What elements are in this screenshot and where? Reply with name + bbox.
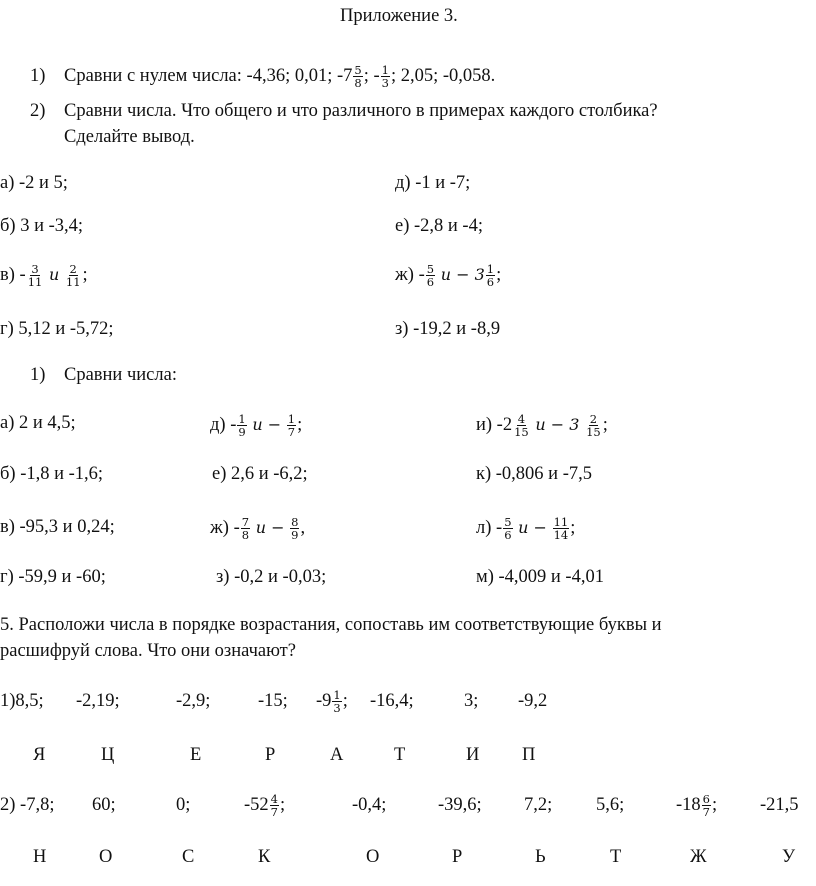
row1-number: 1)8,5; <box>0 691 44 711</box>
row2-letter: Р <box>452 847 463 867</box>
task2-item-e: е) -2,8 и -4; <box>395 216 483 236</box>
task1-separator: ; - <box>363 66 380 86</box>
fraction-numerator: 1 <box>486 262 495 277</box>
task2-item-g: г) 5,12 и -5,72; <box>0 319 114 339</box>
fraction-numerator: 2 <box>69 262 77 277</box>
page-title: Приложение 3. <box>340 6 458 26</box>
task2-item-b: б) 3 и -3,4; <box>0 216 84 236</box>
fraction-denominator: 6 <box>426 275 435 290</box>
fraction-denominator: 3 <box>381 76 389 91</box>
item-prefix: и) -2 <box>476 415 513 435</box>
fraction <box>486 263 495 288</box>
fraction-denominator: 14 <box>553 528 569 543</box>
row2-letter: К <box>258 847 271 867</box>
task2-item-v <box>0 260 88 290</box>
row2-number: -39,6; <box>438 795 482 815</box>
task2-number: 2) <box>30 101 46 121</box>
item-middle: и − 3 <box>440 265 485 284</box>
row2-letter: С <box>182 847 195 867</box>
fraction-numerator: 2 <box>589 412 598 427</box>
fraction <box>585 413 602 438</box>
fraction-numerator: 8 <box>291 515 299 530</box>
fraction-denominator: 7 <box>287 425 296 440</box>
row2-number: 0; <box>176 795 191 815</box>
fraction-numerator: 7 <box>241 515 250 530</box>
fraction <box>702 793 711 818</box>
fraction <box>270 793 279 818</box>
task2-item-z: з) -19,2 и -8,9 <box>395 319 501 339</box>
fraction-denominator: 7 <box>702 805 710 820</box>
item-prefix: л) - <box>476 518 503 538</box>
row1-number: 3; <box>464 691 479 711</box>
fraction-denominator: 8 <box>241 528 250 543</box>
task3-item-b: б) -1,8 и -1,6; <box>0 464 104 484</box>
fraction-denominator: 11 <box>27 275 43 290</box>
task1-fraction-1 <box>353 64 362 89</box>
item-prefix: ж) - <box>210 518 240 538</box>
task5-line-1: 5. Расположи числа в порядке возрастания, сопоставь им соответствующие буквы и <box>0 615 662 635</box>
row1-number: -16,4; <box>370 691 414 711</box>
fraction <box>287 413 296 438</box>
item-suffix: ; <box>570 518 576 538</box>
fraction-numerator: 5 <box>426 262 435 277</box>
mixed-whole: -18 <box>676 795 701 815</box>
item-prefix: д) - <box>210 415 237 435</box>
row1-number: -15; <box>258 691 288 711</box>
row2-letter: О <box>366 847 380 867</box>
fraction-denominator: 8 <box>354 76 362 91</box>
item-middle: и − <box>252 415 282 434</box>
row2-number: 7,2; <box>524 795 553 815</box>
fraction-numerator: 6 <box>702 792 710 807</box>
task1-text-a: Сравни с нулем числа: -4,36; 0,01; -7 <box>64 66 353 86</box>
fraction-numerator: 1 <box>333 688 341 703</box>
row1-number: -2,9; <box>176 691 211 711</box>
item-suffix: ; <box>297 415 303 435</box>
row2-letter: Ж <box>690 847 707 867</box>
item-middle: и − <box>518 518 547 537</box>
fraction <box>65 263 82 288</box>
task3-item-l <box>476 513 575 543</box>
task3-item-d <box>210 410 302 440</box>
item-middle: и <box>48 265 60 284</box>
fraction-numerator: 11 <box>553 515 569 530</box>
row1-number: -9,2 <box>518 691 548 711</box>
item-suffix: ; <box>712 795 718 815</box>
row1-letter: Т <box>394 745 406 765</box>
task3-item-v: в) -95,3 и 0,24; <box>0 517 115 537</box>
task3-item-e: е) 2,6 и -6,2; <box>212 464 308 484</box>
task2-item-zh <box>395 260 501 290</box>
row1-fraction-number <box>316 686 348 716</box>
fraction <box>553 516 570 541</box>
row1-letter: А <box>330 745 344 765</box>
fraction-denominator: 3 <box>333 701 341 716</box>
fraction-numerator: 3 <box>31 262 39 277</box>
task1-fraction-2 <box>381 64 390 89</box>
row2-number: 60; <box>92 795 116 815</box>
fraction-denominator: 6 <box>504 528 512 543</box>
fraction-denominator: 11 <box>65 275 81 290</box>
fraction <box>426 263 435 288</box>
row2-letter: Ь <box>535 847 546 867</box>
row2-fraction-number <box>244 790 285 820</box>
task3-item-i <box>476 410 608 440</box>
fraction <box>237 413 246 438</box>
item-suffix: , <box>300 518 306 538</box>
row2-letter: У <box>782 847 796 867</box>
fraction <box>513 413 530 438</box>
item-suffix: ; <box>342 691 348 711</box>
task2-line-2: Сделайте вывод. <box>64 127 195 147</box>
fraction <box>290 516 299 541</box>
row2-number: 5,6; <box>596 795 625 815</box>
fraction-denominator: 9 <box>291 528 299 543</box>
task1-line <box>64 62 495 90</box>
fraction <box>332 689 341 714</box>
item-prefix: ж) - <box>395 265 425 285</box>
task2-item-a: а) -2 и 5; <box>0 173 68 193</box>
fraction <box>27 263 44 288</box>
item-suffix: ; <box>496 265 502 285</box>
task1-number: 1) <box>30 66 46 86</box>
task2-line-1: Сравни числа. Что общего и что различного в примерах каждого столбика? <box>64 101 658 121</box>
task3-item-zh <box>210 513 305 543</box>
row2-number: 2) -7,8; <box>0 795 55 815</box>
row1-letter: Р <box>265 745 276 765</box>
row1-letter: Ц <box>101 745 115 765</box>
fraction-numerator: 4 <box>517 412 526 427</box>
mixed-whole: -9 <box>316 691 332 711</box>
item-middle: и − 3 <box>535 415 580 434</box>
task1-text-b: ; 2,05; -0,058. <box>390 66 496 86</box>
row1-letter: П <box>522 745 536 765</box>
row1-letter: Я <box>33 745 46 765</box>
item-middle: и − <box>255 518 285 537</box>
row1-letter: И <box>466 745 480 765</box>
fraction-numerator: 1 <box>381 63 389 78</box>
row2-number: -0,4; <box>352 795 387 815</box>
row1-letter: Е <box>190 745 202 765</box>
fraction <box>241 516 250 541</box>
item-prefix: в) - <box>0 265 26 285</box>
fraction-denominator: 6 <box>486 275 495 290</box>
task2-item-d: д) -1 и -7; <box>395 173 471 193</box>
task3-item-m: м) -4,009 и -4,01 <box>476 567 604 587</box>
row2-letter: Т <box>610 847 622 867</box>
row2-letter: Н <box>33 847 47 867</box>
task3-number: 1) <box>30 365 46 385</box>
fraction-numerator: 4 <box>270 792 278 807</box>
fraction-denominator: 7 <box>270 805 278 820</box>
task3-item-g: г) -59,9 и -60; <box>0 567 106 587</box>
task3-item-k: к) -0,806 и -7,5 <box>476 464 592 484</box>
fraction-denominator: 15 <box>514 425 529 440</box>
fraction <box>503 516 512 541</box>
task3-text: Сравни числа: <box>64 365 177 385</box>
fraction-numerator: 1 <box>238 412 246 427</box>
item-suffix: ; <box>280 795 286 815</box>
row2-letter: О <box>99 847 113 867</box>
item-suffix: ; <box>82 265 88 285</box>
fraction-denominator: 15 <box>586 425 601 440</box>
row1-number: -2,19; <box>76 691 120 711</box>
task3-item-a: а) 2 и 4,5; <box>0 413 76 433</box>
fraction-numerator: 5 <box>354 63 362 78</box>
task3-item-z: з) -0,2 и -0,03; <box>216 567 327 587</box>
fraction-numerator: 1 <box>287 412 296 427</box>
row2-number: -21,5 <box>760 795 799 815</box>
task5-line-2: расшифруй слова. Что они означают? <box>0 641 296 661</box>
row2-fraction-number <box>676 790 717 820</box>
fraction-numerator: 5 <box>504 515 512 530</box>
fraction-denominator: 9 <box>238 425 246 440</box>
mixed-whole: -52 <box>244 795 269 815</box>
item-suffix: ; <box>602 415 608 435</box>
